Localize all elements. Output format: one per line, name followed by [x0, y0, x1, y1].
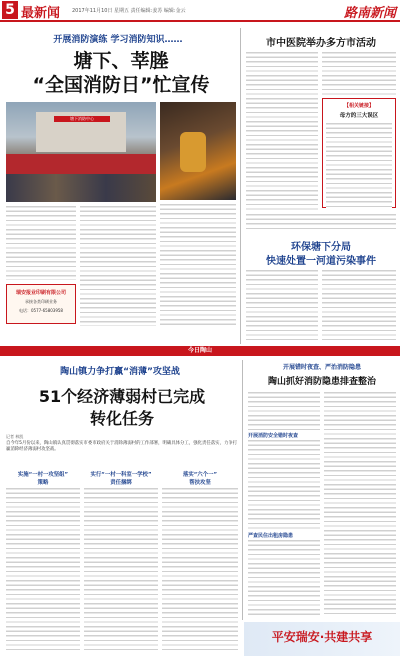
article5-column1-top — [248, 392, 320, 430]
article4-byline: 记者 林凯 — [6, 434, 24, 439]
col2-subhead-2: 责任捆绑 — [110, 480, 132, 486]
date-line: 2017年11月10日 星期五 责任编辑:姜苏 编辑:金云 — [72, 8, 186, 14]
article5-kicker: 开展错时夜查、严治消防隐患 — [282, 364, 361, 371]
box-body — [326, 135, 392, 158]
article2-body — [246, 52, 318, 72]
article4-column3 — [162, 488, 238, 650]
article2-column2 — [322, 52, 396, 96]
article5-subhead1: 开展消防安全错时夜查 — [248, 433, 299, 439]
article3-body — [246, 270, 318, 290]
box-title: 【相关链接】 — [343, 103, 374, 109]
article1-title-line2: “全国消防日”忙宣传 — [32, 74, 210, 96]
article5-column1-bottom — [248, 540, 320, 616]
article1-kicker: 开展消防演练 学习消防知识…… — [53, 35, 183, 45]
article1-column2 — [80, 206, 156, 326]
article4-title-line1: 51个经济薄弱村已完成 — [38, 387, 206, 406]
article2-column1 — [246, 52, 318, 212]
section-bar-label: 今日陶山 — [187, 347, 212, 354]
article5-subhead2: 严查民住出租房隐患 — [248, 533, 294, 539]
article4-title-line2: 转化任务 — [89, 409, 154, 428]
page-number-badge: 5 — [2, 1, 18, 19]
safety-banner-text: 平安瑞安·共建共享 — [271, 630, 373, 644]
photo-banner: 塘下消防中心 — [54, 116, 110, 122]
article4-column1 — [6, 488, 80, 650]
article5-body — [248, 392, 320, 407]
column-divider-lower — [242, 360, 243, 620]
article4-column2 — [84, 488, 158, 650]
article4-lead: 自今年5月份以来，陶山镇认真贯彻落实市委市政府关于消除薄弱村的工作部署，明确具体分工，强化责任落实，力争打赢消除经济薄弱村攻坚战。 — [6, 441, 238, 452]
article5-title: 陶山抓好消防隐患排查整治 — [267, 377, 376, 387]
ad-title: 瑞安报业印刷有限公司 — [15, 290, 66, 296]
crowd — [6, 174, 156, 202]
article3-title-line2: 快速处置一河道污染事件 — [266, 256, 376, 267]
article1-body — [6, 206, 76, 231]
col2-subhead: 实行“一村一科室一学校” — [90, 472, 152, 478]
article3-column1 — [246, 270, 318, 340]
article3-title-line1: 环保塘下分局 — [291, 242, 351, 253]
firefighter-photo — [160, 102, 236, 200]
box-body-stripes — [326, 123, 392, 209]
ad-phone: 电话：0577-65803958 — [19, 308, 63, 313]
article5-column2 — [324, 392, 396, 616]
article4-kicker: 陶山镇力争打赢“消薄”攻坚战 — [60, 367, 180, 377]
ad-box — [6, 284, 76, 324]
article2-title: 市中医院举办多方市活动 — [266, 38, 376, 49]
col1-subhead: 实施“一村一攻坚组” — [17, 472, 69, 478]
col3-subhead: 落实“六个一” — [182, 472, 218, 478]
newspaper-logo: 路南新闻 — [343, 6, 396, 21]
col1-subhead-2: 策略 — [37, 480, 49, 486]
related-link-box — [322, 98, 396, 208]
article1-column3 — [160, 204, 236, 328]
article1-title-line1: 塘下、莘塍 — [73, 50, 169, 72]
col3-subhead-2: 帮扶攻坚 — [189, 480, 211, 486]
fire-drill-photo — [6, 102, 156, 202]
box-subtitle: 母方的三大误区 — [339, 113, 379, 119]
article2-footer-text — [246, 214, 396, 232]
firefighter-figure — [180, 132, 206, 172]
column-divider — [240, 28, 241, 344]
article5-column1-mid — [248, 440, 320, 530]
ad-subtitle: 承接各类印刷业务 — [25, 299, 57, 304]
article1-column1 — [6, 206, 76, 280]
article3-column2 — [322, 270, 396, 340]
red-tents — [6, 154, 156, 174]
section-title: 最新闻 — [21, 6, 61, 21]
